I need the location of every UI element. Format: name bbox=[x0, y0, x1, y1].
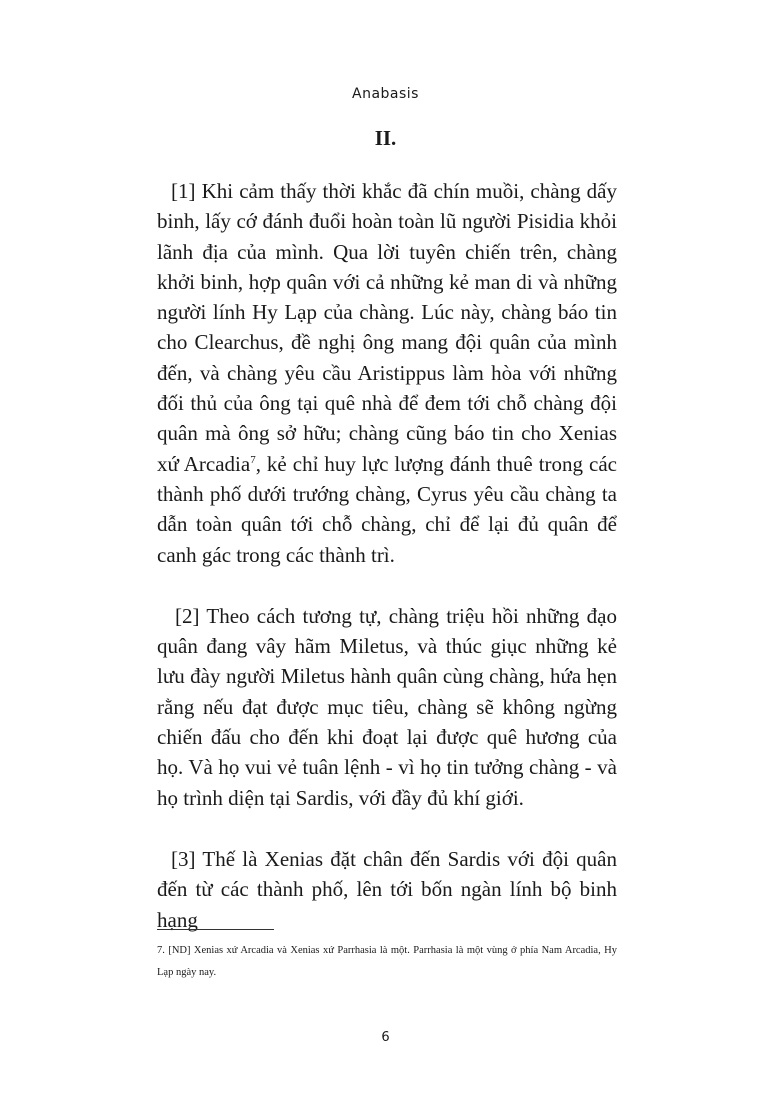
body-text bbox=[157, 176, 617, 966]
footnote-reference[interactable]: 7 bbox=[250, 453, 256, 466]
running-header: Anabasis bbox=[352, 86, 419, 102]
paragraph-2: [2] Theo cách tương tự, chàng triệu hồi những đạo quân đang vây hãm Miletus, và thúc giục những kẻ lưu đày người Miletus hành quân cùng chàng, hứa hẹn rằng nếu đạt được mục tiêu, chàng sẽ không ngừng chiến đấu cho đến khi đoạt lại được quê hương của họ. Và họ vui vẻ tuân lệnh - vì họ tin tưởng chàng - và họ trình diện tại Sardis, với đầy đủ khí giới. bbox=[157, 603, 617, 810]
footnote-divider bbox=[157, 929, 274, 930]
paragraph-1-part-a: [1] Khi cảm thấy thời khắc đã chín muồi, chàng dấy binh, lấy cớ đánh đuổi hoàn toàn lũ người Pisidia khỏi lãnh địa của mình. Qua lời tuyên chiến trên, chàng khởi binh, hợp quân với cả những kẻ man di và những người lính Hy Lạp của chàng. Lúc này, chàng báo tin cho Clearchus, đề nghị ông mang đội quân của mình đến, và chàng yêu cầu Aristippus làm hòa với những đối thủ của ông tại quê nhà để đem tới chỗ chàng đội quân mà ông sở hữu; chàng cũng báo tin cho Xenias xứ Arcadia bbox=[157, 179, 617, 476]
paragraph-1-part-b: , kẻ chỉ huy lực lượng đánh thuê trong các thành phố dưới trướng chàng, Cyrus yêu cầu chàng ta dẫn toàn quân tới chỗ chàng, chỉ để lại đủ quân để canh gác trong các thành trì. bbox=[157, 451, 617, 567]
paragraph-3: [3] Thế là Xenias đặt chân đến Sardis với đội quân đến từ các thành phố, lên tới bốn ngàn lính bộ binh hạng bbox=[157, 846, 617, 932]
page-number: 6 bbox=[381, 1030, 390, 1045]
paragraph-1 bbox=[157, 176, 617, 570]
footnote: 7. [ND] Xenias xứ Arcadia và Xenias xứ Parrhasia là một. Parrhasia là một vùng ở phía Nam Arcadia, Hy Lạp ngày nay. bbox=[157, 945, 617, 978]
chapter-heading: II. bbox=[374, 126, 397, 150]
